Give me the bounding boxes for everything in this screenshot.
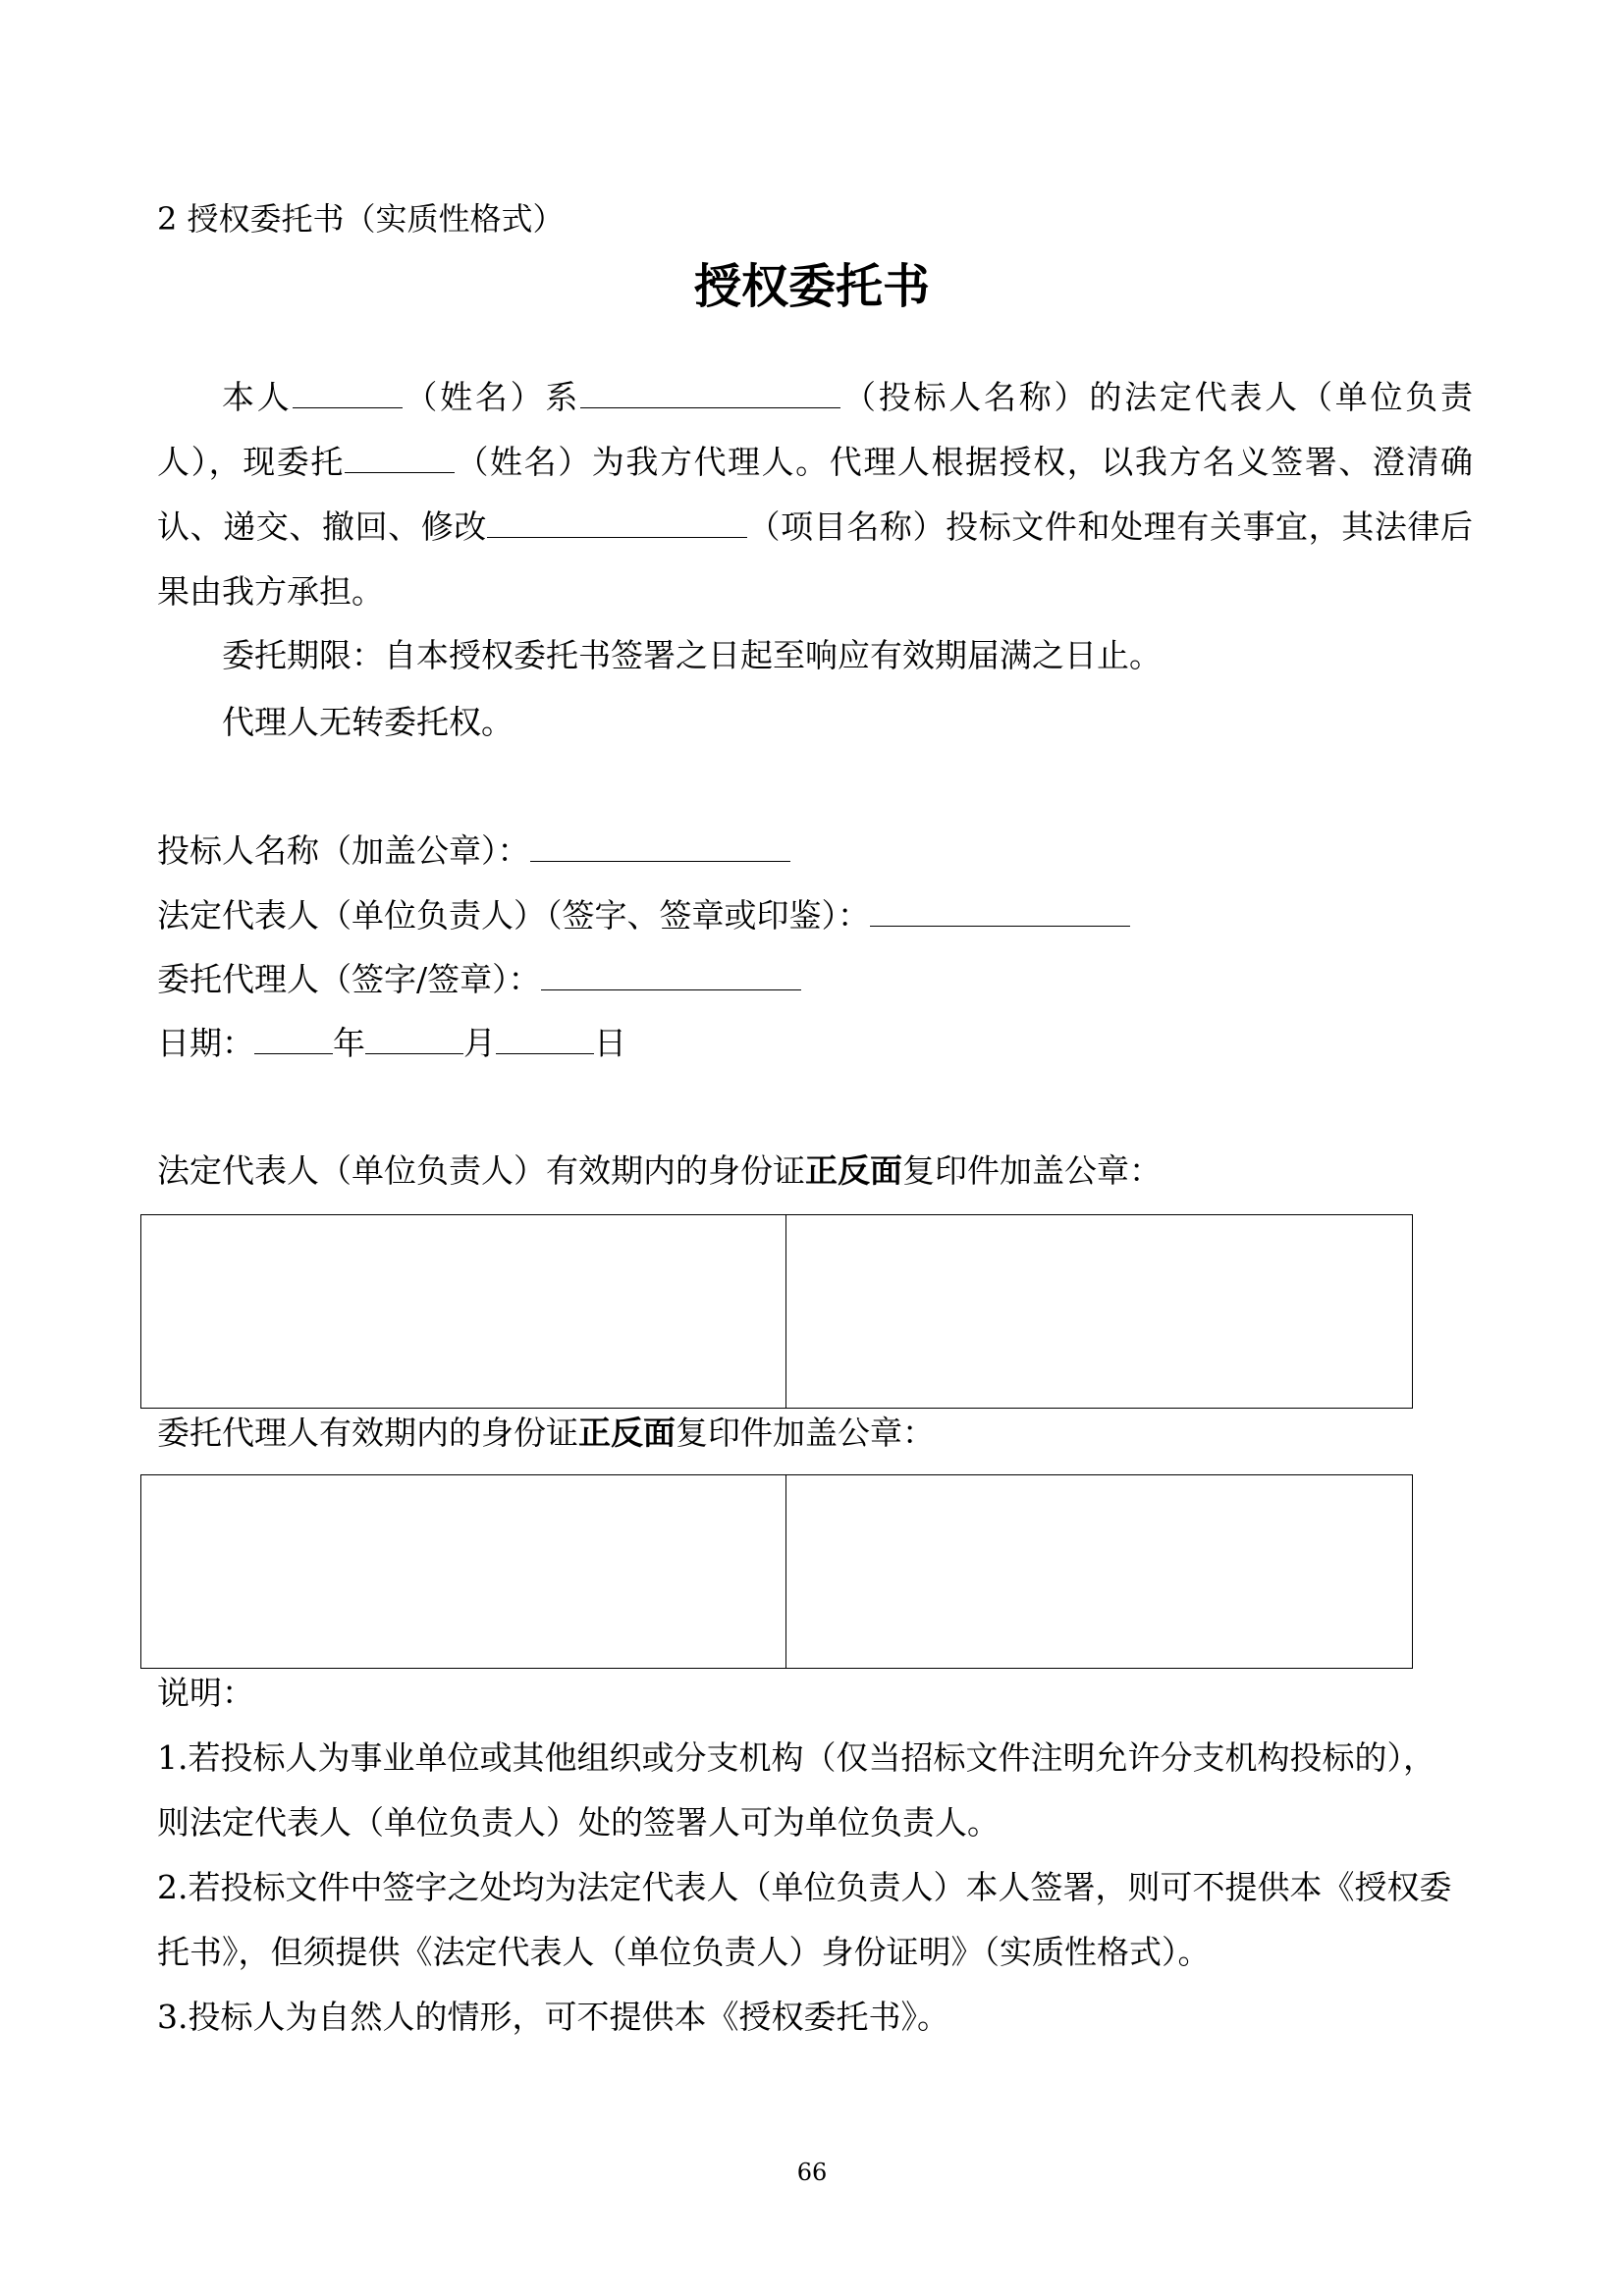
bidder-seal-blank[interactable] — [530, 831, 790, 862]
principal-name-blank[interactable] — [293, 378, 403, 408]
date-label: 日期： — [157, 1024, 254, 1062]
legal-rep-label: 法定代表人（单位负责人）（签字、签章或印鉴）： — [157, 896, 870, 934]
note-2-line-1: 2.若投标文件中签字之处均为法定代表人（单位负责人）本人签署，则可不提供本《授权委 — [157, 1868, 1452, 1906]
para-text-5: （项目名称）投标文件和处理有关事宜，其法律后果由我方承担。 — [157, 507, 1473, 611]
term-line: 委托期限：自本授权委托书签署之日起至响应有效期届满之日止。 — [222, 636, 1162, 674]
agent-id-box — [140, 1474, 1413, 1669]
legal-rep-id-box — [140, 1214, 1413, 1409]
page-number: 66 — [796, 2159, 828, 2186]
project-name-blank[interactable] — [487, 507, 747, 538]
agent-id-front-slot[interactable] — [141, 1475, 785, 1668]
legal-rep-id-back-slot[interactable] — [786, 1215, 1412, 1408]
para-text-2: （姓名）系 — [402, 378, 581, 416]
day-blank[interactable] — [496, 1024, 594, 1054]
agent-id-back-slot[interactable] — [786, 1475, 1412, 1668]
year-label: 年 — [333, 1024, 365, 1062]
year-blank[interactable] — [254, 1024, 333, 1054]
para-text-3: （投标人名称）的法定代表人（单位负责人），现委托 — [157, 378, 1474, 481]
bidder-name-blank[interactable] — [580, 378, 840, 408]
section-heading: 2 授权委托书（实质性格式） — [157, 200, 565, 238]
day-label: 日 — [594, 1024, 626, 1062]
legal-rep-id-caption-prefix: 法定代表人（单位负责人）有效期内的身份证 — [157, 1151, 805, 1190]
month-blank[interactable] — [365, 1024, 463, 1054]
agent-label: 委托代理人（签字/签章）： — [157, 960, 541, 998]
para-text-1: 本人 — [222, 378, 293, 416]
agent-signature-blank[interactable] — [541, 960, 801, 990]
note-3: 3.投标人为自然人的情形，可不提供本《授权委托书》。 — [157, 1998, 949, 2036]
agent-id-caption — [157, 1414, 935, 1453]
para-text-4: （姓名）为我方代理人。代理人根据授权，以我方名义签署、澄清确认、递交、撤回、修改 — [157, 443, 1474, 546]
note-1-line-1: 1.若投标人为事业单位或其他组织或分支机构（仅当招标文件注明允许分支机构投标的）， — [157, 1738, 1435, 1777]
document-title: 授权委托书 — [693, 259, 930, 314]
agent-id-caption-prefix: 委托代理人有效期内的身份证 — [157, 1414, 578, 1452]
agent-id-caption-emphasis: 正反面 — [578, 1414, 676, 1452]
month-label: 月 — [463, 1024, 496, 1062]
legal-rep-id-caption-suffix: 复印件加盖公章： — [902, 1151, 1162, 1190]
agent-name-blank[interactable] — [345, 443, 455, 473]
legal-rep-id-front-slot[interactable] — [141, 1215, 785, 1408]
agent-id-caption-suffix: 复印件加盖公章： — [676, 1414, 935, 1452]
legal-rep-id-caption-emphasis: 正反面 — [805, 1151, 902, 1190]
agent-line — [157, 960, 801, 999]
note-2-line-2: 托书》，但须提供《法定代表人（单位负责人）身份证明》（实质性格式）。 — [157, 1933, 1211, 1971]
legal-rep-id-caption — [157, 1151, 1162, 1191]
notes-heading: 说明： — [157, 1674, 254, 1712]
authorization-paragraph — [157, 365, 1473, 624]
no-transfer-line: 代理人无转委托权。 — [222, 703, 514, 741]
note-1-line-2: 则法定代表人（单位负责人）处的签署人可为单位负责人。 — [157, 1803, 1000, 1842]
bidder-name-line — [157, 831, 790, 871]
legal-rep-signature-blank[interactable] — [870, 896, 1130, 927]
bidder-name-label: 投标人名称（加盖公章）： — [157, 831, 530, 870]
legal-rep-line — [157, 896, 1130, 935]
date-line — [157, 1024, 626, 1063]
